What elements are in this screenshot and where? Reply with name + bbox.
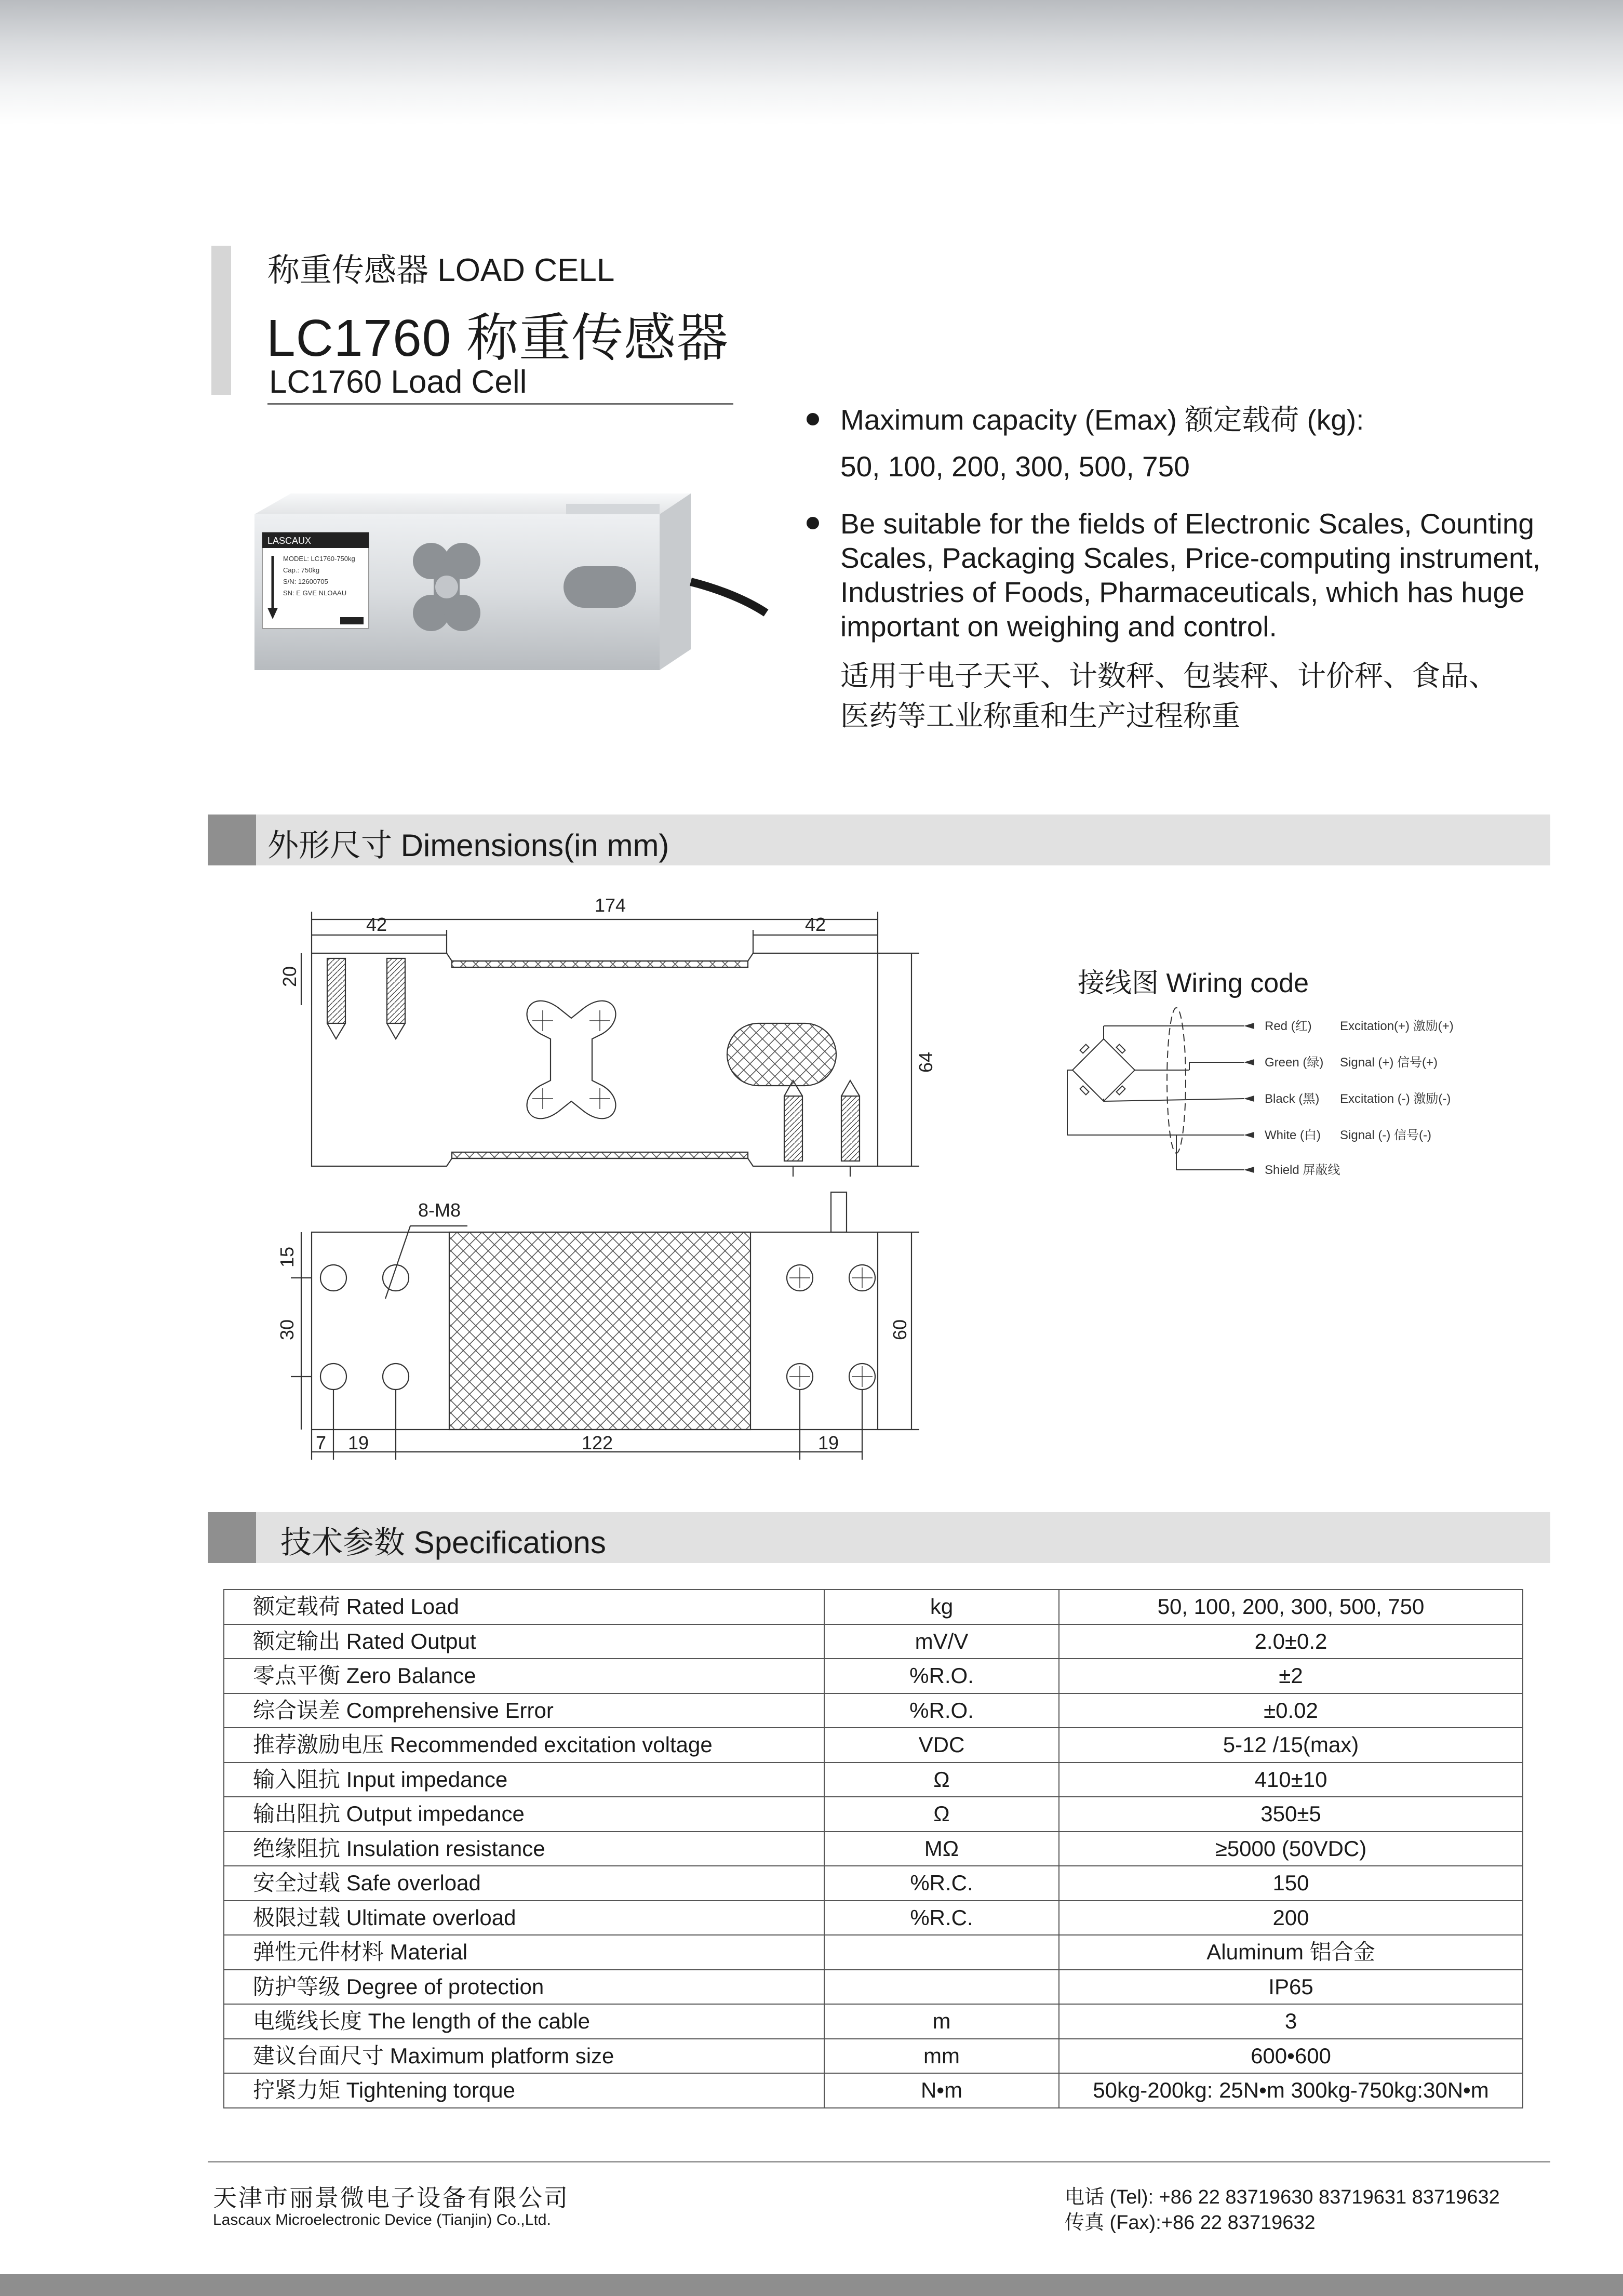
- page-title-en: LC1760 Load Cell: [269, 364, 527, 400]
- spec-value: 600•600: [1059, 2039, 1523, 2074]
- spec-unit: mm: [824, 2039, 1059, 2074]
- spec-value: ±2: [1059, 1659, 1523, 1693]
- suitable-text-line: Scales, Packaging Scales, Price-computing instrument,: [840, 542, 1541, 574]
- table-row: [224, 1763, 1523, 1797]
- spec-unit: mV/V: [824, 1624, 1059, 1659]
- spec-table: [223, 1589, 1523, 2108]
- table-row: [224, 1970, 1523, 2005]
- header-underline: [267, 403, 733, 405]
- spec-value: 410±10: [1059, 1763, 1523, 1797]
- dim-label: 20: [279, 966, 300, 987]
- table-row: [224, 1866, 1523, 1901]
- wire-function: Excitation(+) 激励(+): [1340, 1019, 1454, 1033]
- spec-name: 弹性元件材料 Material: [224, 1935, 824, 1970]
- dim-label: 122: [582, 1432, 613, 1453]
- spec-name: 电缆线长度 The length of the cable: [224, 2004, 824, 2039]
- suitable-text-line: important on weighing and control.: [840, 610, 1277, 643]
- dim-label: 60: [889, 1319, 910, 1340]
- spec-unit: Ω: [824, 1763, 1059, 1797]
- section-marker: [208, 1512, 256, 1563]
- wire-function: Signal (+) 信号(+): [1340, 1056, 1438, 1070]
- dim-label: 8-M8: [418, 1199, 461, 1221]
- dim-label: 19: [818, 1432, 839, 1453]
- spec-unit: N•m: [824, 2073, 1059, 2108]
- wire-color: Green (绿): [1265, 1056, 1324, 1070]
- spec-unit: kg: [824, 1590, 1059, 1624]
- dim-label: 64: [915, 1051, 936, 1073]
- table-row: [224, 1935, 1523, 1970]
- spec-value: Aluminum 铝合金: [1059, 1935, 1523, 1970]
- spec-unit: VDC: [824, 1728, 1059, 1763]
- table-row: [224, 1624, 1523, 1659]
- spec-unit: MΩ: [824, 1832, 1059, 1866]
- section-marker: [208, 815, 256, 865]
- dim-label: 7: [316, 1432, 327, 1453]
- table-row: [224, 1728, 1523, 1763]
- label-brand: LASCAUX: [267, 536, 312, 546]
- table-row: [224, 1693, 1523, 1728]
- wiring-diagram: [1059, 1003, 1527, 1190]
- spec-unit: m: [824, 2004, 1059, 2039]
- spec-value: 350±5: [1059, 1797, 1523, 1832]
- dim-label: 42: [366, 914, 387, 935]
- spec-unit: %R.O.: [824, 1659, 1059, 1693]
- dim-label: 15: [276, 1246, 298, 1267]
- spec-name: 极限过载 Ultimate overload: [224, 1901, 824, 1935]
- wire-color: White (白): [1265, 1128, 1321, 1142]
- spec-name: 绝缘阻抗 Insulation resistance: [224, 1832, 824, 1866]
- table-row: [224, 1590, 1523, 1624]
- contact-fax: 传真 (Fax):+86 22 83719632: [1065, 2212, 1316, 2234]
- table-row: [224, 2073, 1523, 2108]
- top-gradient-band: [0, 0, 1623, 125]
- wiring-title: 接线图 Wiring code: [1078, 968, 1309, 998]
- spec-name: 额定载荷 Rated Load: [224, 1590, 824, 1624]
- spec-value: 5-12 /15(max): [1059, 1728, 1523, 1763]
- table-row: [224, 2004, 1523, 2039]
- label-line: MODEL: LC1760-750kg: [283, 555, 355, 563]
- spec-unit: [824, 1935, 1059, 1970]
- table-row: [224, 1832, 1523, 1866]
- wire-function: Excitation (-) 激励(-): [1340, 1092, 1451, 1106]
- wire-color: Red (红): [1265, 1019, 1312, 1033]
- dim-label: 42: [805, 914, 826, 935]
- wire-color: Black (黑): [1265, 1092, 1320, 1106]
- wire-function: Signal (-) 信号(-): [1340, 1128, 1432, 1142]
- table-row: [224, 1901, 1523, 1935]
- spec-value: 200: [1059, 1901, 1523, 1935]
- table-row: [224, 1797, 1523, 1832]
- spec-name: 输出阻抗 Output impedance: [224, 1797, 824, 1832]
- company-name-en: Lascaux Microelectronic Device (Tianjin) Co.,Ltd.: [213, 2211, 551, 2228]
- table-row: [224, 1659, 1523, 1693]
- capacity-values: 50, 100, 200, 300, 500, 750: [840, 450, 1190, 483]
- table-row: [224, 2039, 1523, 2074]
- spec-name: 推荐激励电压 Recommended excitation voltage: [224, 1728, 824, 1763]
- spec-value: IP65: [1059, 1970, 1523, 2005]
- spec-value: 2.0±0.2: [1059, 1624, 1523, 1659]
- spec-value: 50, 100, 200, 300, 500, 750: [1059, 1590, 1523, 1624]
- header-subtitle: 称重传感器 LOAD CELL: [267, 252, 615, 288]
- dim-label: 30: [276, 1319, 298, 1340]
- label-line: SN: E GVE NLOAAU: [283, 589, 347, 597]
- header-accent-bar: [211, 246, 231, 395]
- spec-value: ≥5000 (50VDC): [1059, 1832, 1523, 1866]
- spec-name: 零点平衡 Zero Balance: [224, 1659, 824, 1693]
- suitable-text-line: Be suitable for the fields of Electronic Scales, Counting: [840, 508, 1535, 540]
- spec-value: 50kg-200kg: 25N•m 300kg-750kg:30N•m: [1059, 2073, 1523, 2108]
- spec-unit: Ω: [824, 1797, 1059, 1832]
- dim-label: 174: [595, 895, 626, 916]
- spec-name: 综合误差 Comprehensive Error: [224, 1693, 824, 1728]
- label-line: Cap.: 750kg: [283, 566, 320, 574]
- spec-name: 安全过载 Safe overload: [224, 1866, 824, 1901]
- spec-name: 输入阻抗 Input impedance: [224, 1763, 824, 1797]
- spec-unit: [824, 1970, 1059, 2005]
- dim-label: 19: [348, 1432, 369, 1453]
- spec-name: 建议台面尺寸 Maximum platform size: [224, 2039, 824, 2074]
- spec-unit: %R.C.: [824, 1901, 1059, 1935]
- capacity-label: Maximum capacity (Emax) 额定载荷 (kg):: [840, 404, 1364, 436]
- company-name-cn: 天津市丽景微电子设备有限公司: [213, 2184, 569, 2211]
- wire-color: Shield 屏蔽线: [1265, 1163, 1340, 1177]
- load-cell-photo: [244, 483, 769, 712]
- page-title: LC1760 称重传感器: [266, 309, 729, 367]
- section-title-dimensions: 外形尺寸 Dimensions(in mm): [267, 828, 669, 863]
- spec-name: 拧紧力矩 Tightening torque: [224, 2073, 824, 2108]
- spec-value: 3: [1059, 2004, 1523, 2039]
- contact-tel: 电话 (Tel): +86 22 83719630 83719631 83719632: [1065, 2186, 1500, 2208]
- dimension-drawing: [270, 883, 987, 1470]
- bottom-band: [0, 2274, 1623, 2296]
- spec-unit: %R.O.: [824, 1693, 1059, 1728]
- spec-name: 防护等级 Degree of protection: [224, 1970, 824, 2005]
- suitable-text-cn: 医药等工业称重和生产过程称重: [840, 700, 1241, 732]
- spec-value: 150: [1059, 1866, 1523, 1901]
- suitable-text-line: Industries of Foods, Pharmaceuticals, which has huge: [840, 576, 1525, 608]
- label-line: S/N: 12600705: [283, 578, 328, 585]
- bullet-dot: [807, 517, 819, 529]
- bullet-dot: [807, 413, 819, 425]
- section-title-specs: 技术参数 Specifications: [280, 1525, 606, 1560]
- spec-name: 额定输出 Rated Output: [224, 1624, 824, 1659]
- spec-value: ±0.02: [1059, 1693, 1523, 1728]
- spec-unit: %R.C.: [824, 1866, 1059, 1901]
- footer-divider: [208, 2161, 1550, 2162]
- suitable-text-cn: 适用于电子天平、计数秤、包装秤、计价秤、食品、: [840, 660, 1498, 692]
